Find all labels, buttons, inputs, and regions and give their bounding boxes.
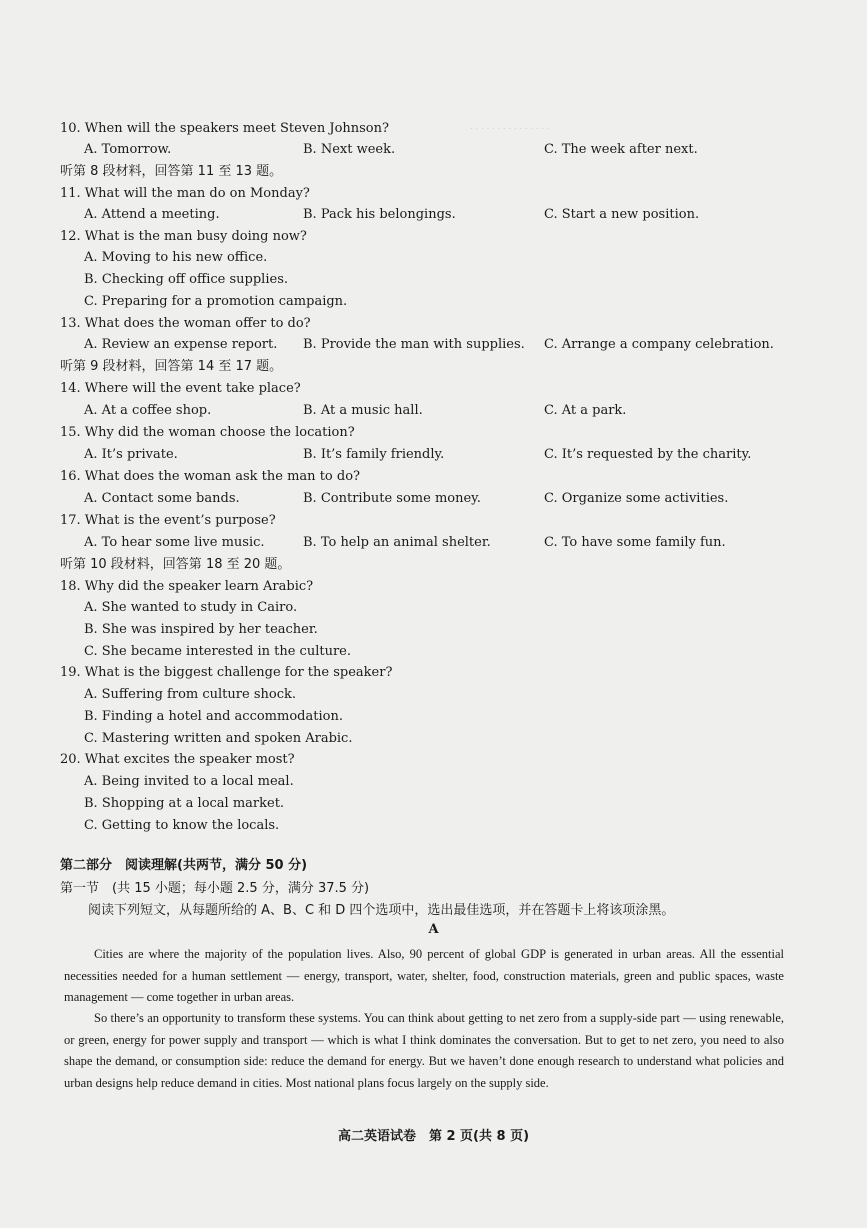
q18-option-c: C. She became interested in the culture. bbox=[84, 644, 351, 659]
q12-option-a: A. Moving to his new office. bbox=[84, 250, 268, 265]
q19-option-b: B. Finding a hotel and accommodation. bbox=[84, 709, 343, 724]
q19-option-c: C. Mastering written and spoken Arabic. bbox=[84, 731, 353, 746]
question-12: 12. What is the man busy doing now? bbox=[60, 229, 307, 244]
q11-option-c: C. Start a new position. bbox=[544, 207, 700, 222]
q10-option-a: A. Tomorrow. bbox=[84, 142, 172, 157]
bleed-through-decoration: . . . . . . . . . . . . . . . bbox=[470, 120, 550, 132]
q15-option-b: B. It’s family friendly. bbox=[303, 447, 445, 462]
section-1-title: 第一节 (共 15 小题；每小题 2.5 分，满分 37.5 分) bbox=[60, 881, 370, 896]
reading-instruction: 阅读下列短文，从每题所给的 A、B、C 和 D 四个选项中，选出最佳选项，并在答题卡上将该项涂黑。 bbox=[88, 903, 675, 918]
q14-option-b: B. At a music hall. bbox=[303, 403, 423, 418]
q10-option-c: C. The week after next. bbox=[544, 142, 698, 157]
q15-option-c: C. It’s requested by the charity. bbox=[544, 447, 752, 462]
q13-option-b: B. Provide the man with supplies. bbox=[303, 337, 525, 352]
question-14: 14. Where will the event take place? bbox=[60, 381, 301, 396]
q20-option-b: B. Shopping at a local market. bbox=[84, 796, 285, 811]
question-10: 10. When will the speakers meet Steven Johnson? bbox=[60, 121, 389, 136]
q17-option-a: A. To hear some live music. bbox=[84, 535, 265, 550]
q16-option-c: C. Organize some activities. bbox=[544, 491, 729, 506]
q19-option-a: A. Suffering from culture shock. bbox=[84, 687, 296, 702]
q12-option-c: C. Preparing for a promotion campaign. bbox=[84, 294, 348, 309]
question-17: 17. What is the event’s purpose? bbox=[60, 513, 276, 528]
part-2-title: 第二部分 阅读理解(共两节，满分 50 分) bbox=[60, 858, 308, 873]
q20-option-c: C. Getting to know the locals. bbox=[84, 818, 280, 833]
q18-option-a: A. She wanted to study in Cairo. bbox=[84, 600, 298, 615]
page-footer: 高二英语试卷 第 2 页(共 8 页) bbox=[337, 1129, 530, 1144]
q16-option-a: A. Contact some bands. bbox=[84, 491, 240, 506]
q12-option-b: B. Checking off office supplies. bbox=[84, 272, 288, 287]
section-10-label: 听第 10 段材料，回答第 18 至 20 题。 bbox=[60, 557, 291, 572]
question-13: 13. What does the woman offer to do? bbox=[60, 316, 311, 331]
passage-paragraph-2: So there’s an opportunity to transform these systems. You can think about getting to net zero from a supply-side part — using renewable, or green, energy for power supply and transport — which is what I think dominates the conversation. But to get to net zero, you need to also shape the demand, or consumption side: reduce the demand for energy. But we haven’t done enough research to understand what policies and urban designs help reduce demand in cities. Most national plans focus largely on the supply side. bbox=[64, 1011, 784, 1090]
q17-option-b: B. To help an animal shelter. bbox=[303, 535, 491, 550]
q13-option-c: C. Arrange a company celebration. bbox=[544, 337, 774, 352]
q13-option-a: A. Review an expense report. bbox=[84, 337, 278, 352]
passage-paragraph-1: Cities are where the majority of the population lives. Also, 90 percent of global GDP is generated in urban areas. All the essential necessities needed for a human settlement — energy, transport, water, shelter, food, construction materials, green and public spaces, waste management — come together in urban areas. bbox=[64, 947, 784, 1004]
question-19: 19. What is the biggest challenge for the speaker? bbox=[60, 665, 393, 680]
section-9-label: 听第 9 段材料，回答第 14 至 17 题。 bbox=[60, 359, 283, 374]
q20-option-a: A. Being invited to a local meal. bbox=[84, 774, 294, 789]
q15-option-a: A. It’s private. bbox=[84, 447, 178, 462]
section-8-label: 听第 8 段材料，回答第 11 至 13 题。 bbox=[60, 164, 283, 179]
question-15: 15. Why did the woman choose the location? bbox=[60, 425, 355, 440]
passage-letter: A bbox=[428, 922, 439, 937]
question-16: 16. What does the woman ask the man to do? bbox=[60, 469, 360, 484]
question-20: 20. What excites the speaker most? bbox=[60, 752, 295, 767]
q17-option-c: C. To have some family fun. bbox=[544, 535, 726, 550]
q11-option-b: B. Pack his belongings. bbox=[303, 207, 456, 222]
q14-option-a: A. At a coffee shop. bbox=[84, 403, 212, 418]
q14-option-c: C. At a park. bbox=[544, 403, 627, 418]
q18-option-b: B. She was inspired by her teacher. bbox=[84, 622, 318, 637]
question-11: 11. What will the man do on Monday? bbox=[60, 186, 310, 201]
q10-option-b: B. Next week. bbox=[303, 142, 396, 157]
question-18: 18. Why did the speaker learn Arabic? bbox=[60, 579, 314, 594]
q16-option-b: B. Contribute some money. bbox=[303, 491, 481, 506]
q11-option-a: A. Attend a meeting. bbox=[84, 207, 220, 222]
